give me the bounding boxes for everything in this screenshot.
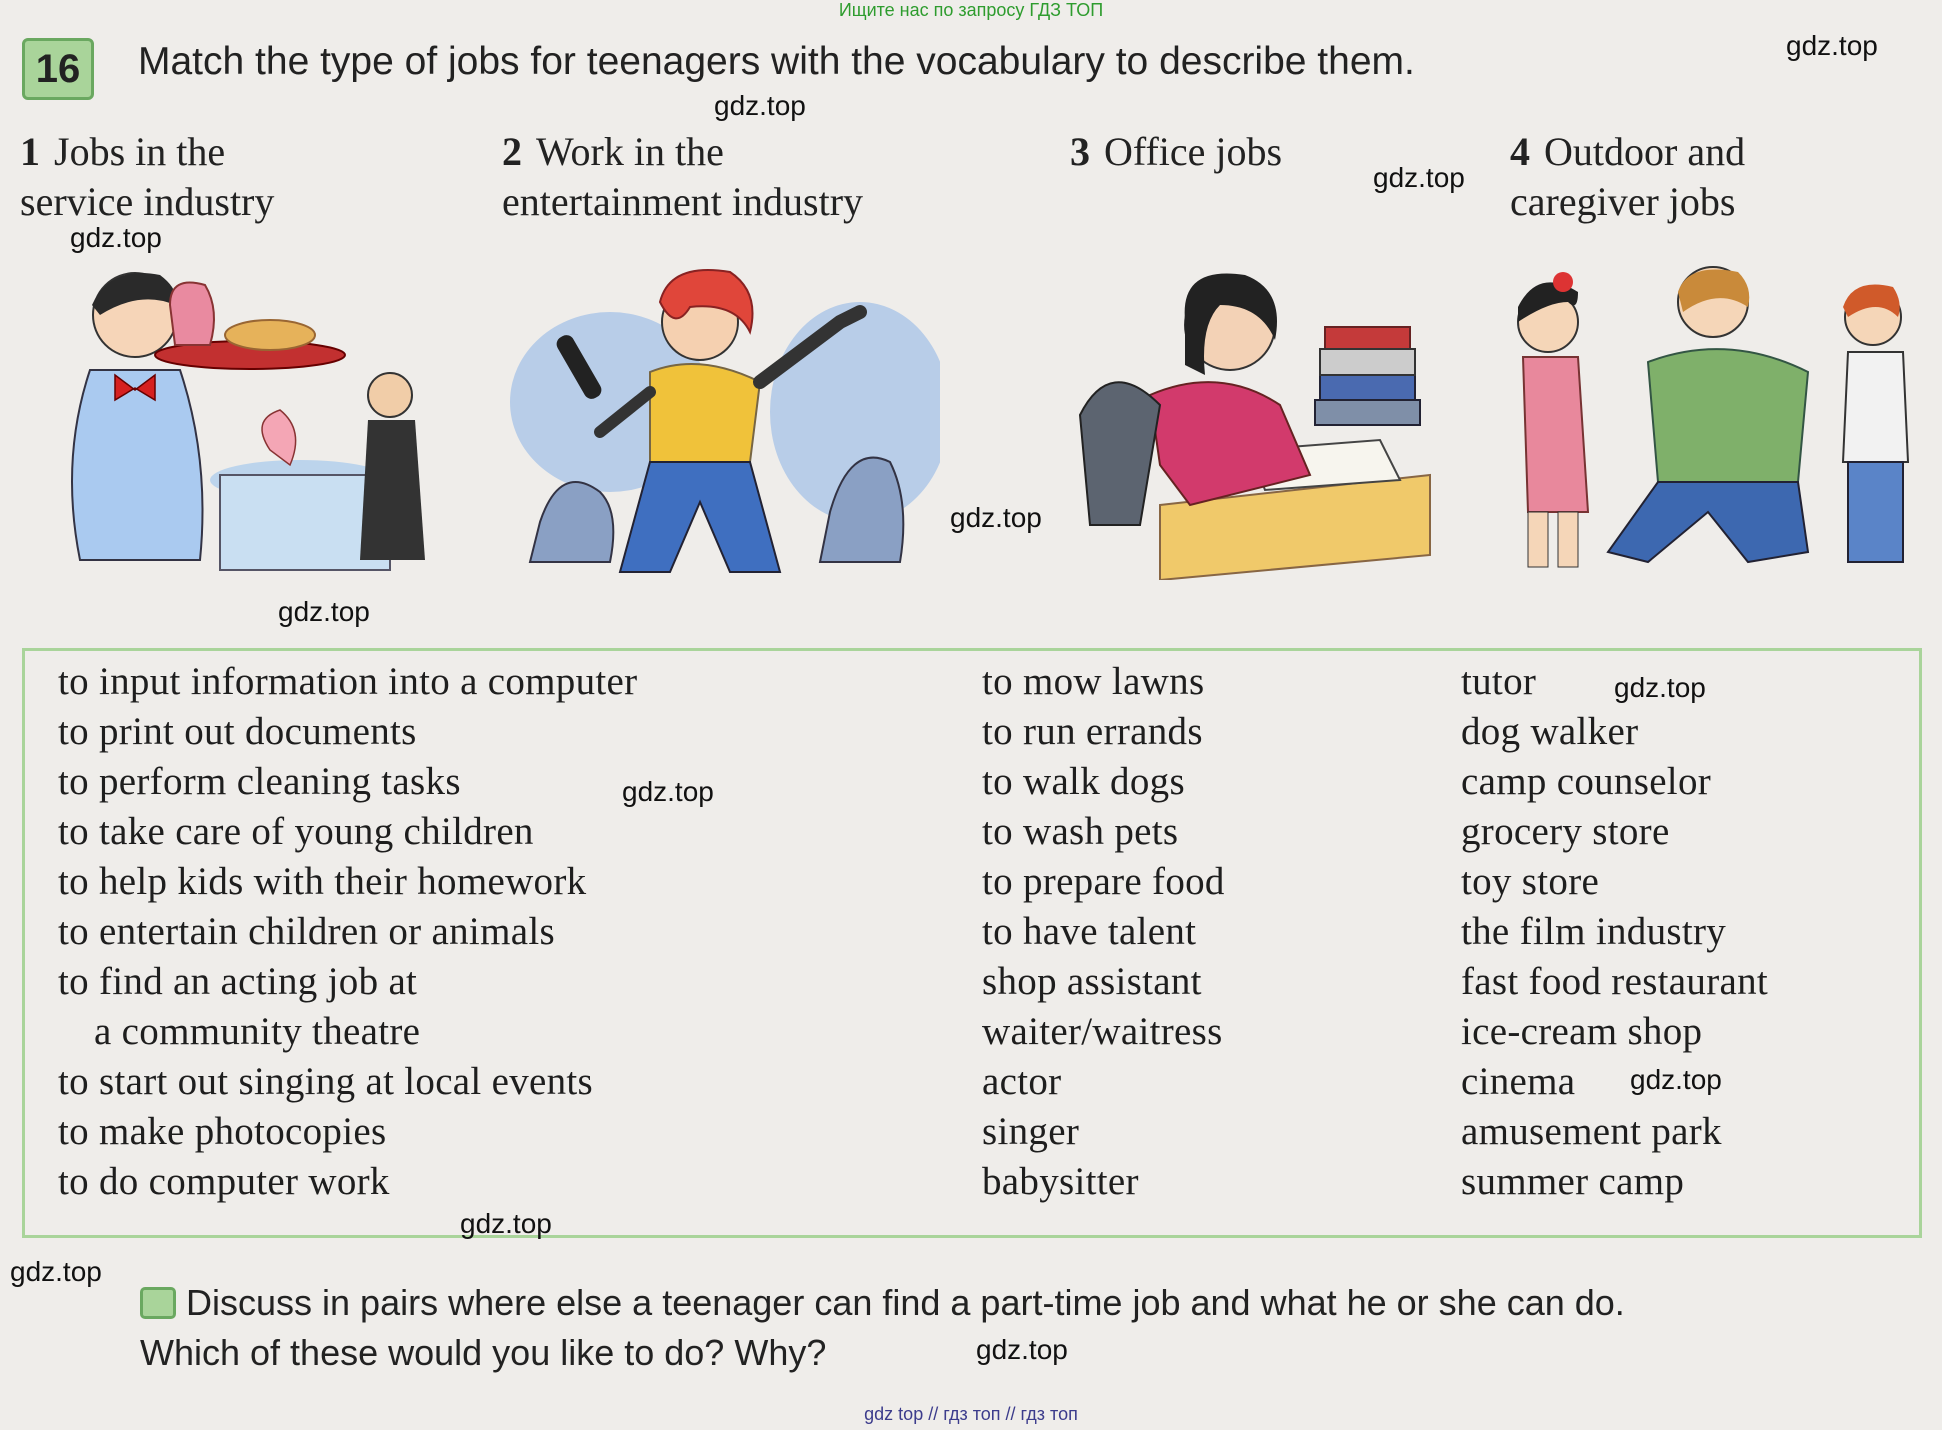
vocab-item: to prepare food	[982, 860, 1225, 903]
category-1-number: 1	[20, 129, 40, 174]
watermark: gdz.top	[70, 222, 162, 253]
vocab-item: to take care of young children	[58, 810, 534, 853]
category-1-line2: service industry	[20, 179, 275, 224]
category-3-number: 3	[1070, 129, 1090, 174]
vocab-item: to find an acting job at	[58, 960, 418, 1003]
vocab-item: fast food restaurant	[1461, 960, 1769, 1003]
vocab-item: to mow lawns	[982, 660, 1205, 703]
vocab-item: cinema	[1461, 1060, 1576, 1103]
vocab-item: the film industry	[1461, 910, 1727, 953]
vocabulary-column-2	[982, 657, 1225, 1207]
vocabulary-column-1	[58, 657, 637, 1207]
caregiver-illustration	[1508, 262, 1928, 582]
category-1	[20, 127, 274, 227]
exercise-number-badge: 16	[22, 38, 94, 100]
vocab-item: to wash pets	[982, 810, 1179, 853]
category-4-line1: Outdoor and	[1544, 129, 1746, 174]
watermark: gdz.top	[10, 1256, 102, 1287]
category-3	[1070, 127, 1282, 177]
vocab-item: to help kids with their homework	[58, 860, 587, 903]
discussion-line-1: Discuss in pairs where else a teenager can find a part-time job and what he or she can do.	[186, 1282, 1625, 1323]
exercise-title: Match the type of jobs for teenagers with the vocabulary to describe them.	[138, 40, 1415, 83]
vocab-item: to start out singing at local events	[58, 1060, 594, 1103]
vocab-item: shop assistant	[982, 960, 1202, 1003]
top-note: Ищите нас по запросу ГДЗ ТОП	[838, 0, 1104, 20]
category-2-line1: Work in the	[536, 129, 724, 174]
vocab-item: babysitter	[982, 1160, 1139, 1203]
bottom-note: gdz top // гдз топ // гдз топ	[864, 1404, 1078, 1424]
vocab-item: to print out documents	[58, 710, 417, 753]
watermark: gdz.top	[622, 776, 714, 807]
vocab-item: amusement park	[1461, 1110, 1722, 1153]
vocab-item: camp counselor	[1461, 760, 1712, 803]
vocab-item: to walk dogs	[982, 760, 1185, 803]
vocab-item: to input information into a computer	[58, 660, 638, 703]
category-3-line1: Office jobs	[1104, 129, 1283, 174]
vocab-item: grocery store	[1461, 810, 1670, 853]
category-2-number: 2	[502, 129, 522, 174]
waiter-illustration	[20, 260, 460, 580]
watermark: gdz.top	[714, 90, 806, 121]
pair-work-icon	[140, 1287, 176, 1319]
watermark: gdz.top	[950, 502, 1042, 533]
vocab-item: actor	[982, 1060, 1062, 1103]
watermark: gdz.top	[1630, 1064, 1722, 1095]
watermark: gdz.top	[278, 596, 370, 627]
category-4-line2: caregiver jobs	[1510, 179, 1736, 224]
vocab-item: ice-cream shop	[1461, 1010, 1703, 1053]
watermark: gdz.top	[976, 1334, 1068, 1365]
watermark: gdz.top	[1373, 162, 1465, 193]
category-4-number: 4	[1510, 129, 1530, 174]
category-2	[502, 127, 863, 227]
vocab-item: dog walker	[1461, 710, 1639, 753]
watermark: gdz.top	[460, 1208, 552, 1239]
vocab-item: singer	[982, 1110, 1080, 1153]
watermark: gdz.top	[1614, 672, 1706, 703]
singer-illustration	[500, 262, 940, 582]
vocab-item: waiter/waitress	[982, 1010, 1223, 1053]
vocab-item: to have talent	[982, 910, 1197, 953]
vocab-item: a community theatre	[94, 1010, 421, 1053]
vocab-item: to perform cleaning tasks	[58, 760, 461, 803]
vocab-item: to entertain children or animals	[58, 910, 555, 953]
office-worker-illustration	[1050, 265, 1450, 580]
vocab-item: to do computer work	[58, 1160, 390, 1203]
vocab-item: toy store	[1461, 860, 1600, 903]
vocabulary-column-3	[1461, 657, 1768, 1207]
category-1-line1: Jobs in the	[54, 129, 226, 174]
vocab-item: to run errands	[982, 710, 1203, 753]
vocab-item: tutor	[1461, 660, 1537, 703]
discussion-line-2: Which of these would you like to do? Why?	[140, 1332, 827, 1373]
category-4	[1510, 127, 1745, 227]
category-2-line2: entertainment industry	[502, 179, 864, 224]
vocab-item: to make photocopies	[58, 1110, 387, 1153]
vocab-item: summer camp	[1461, 1160, 1685, 1203]
watermark: gdz.top	[1786, 30, 1878, 61]
